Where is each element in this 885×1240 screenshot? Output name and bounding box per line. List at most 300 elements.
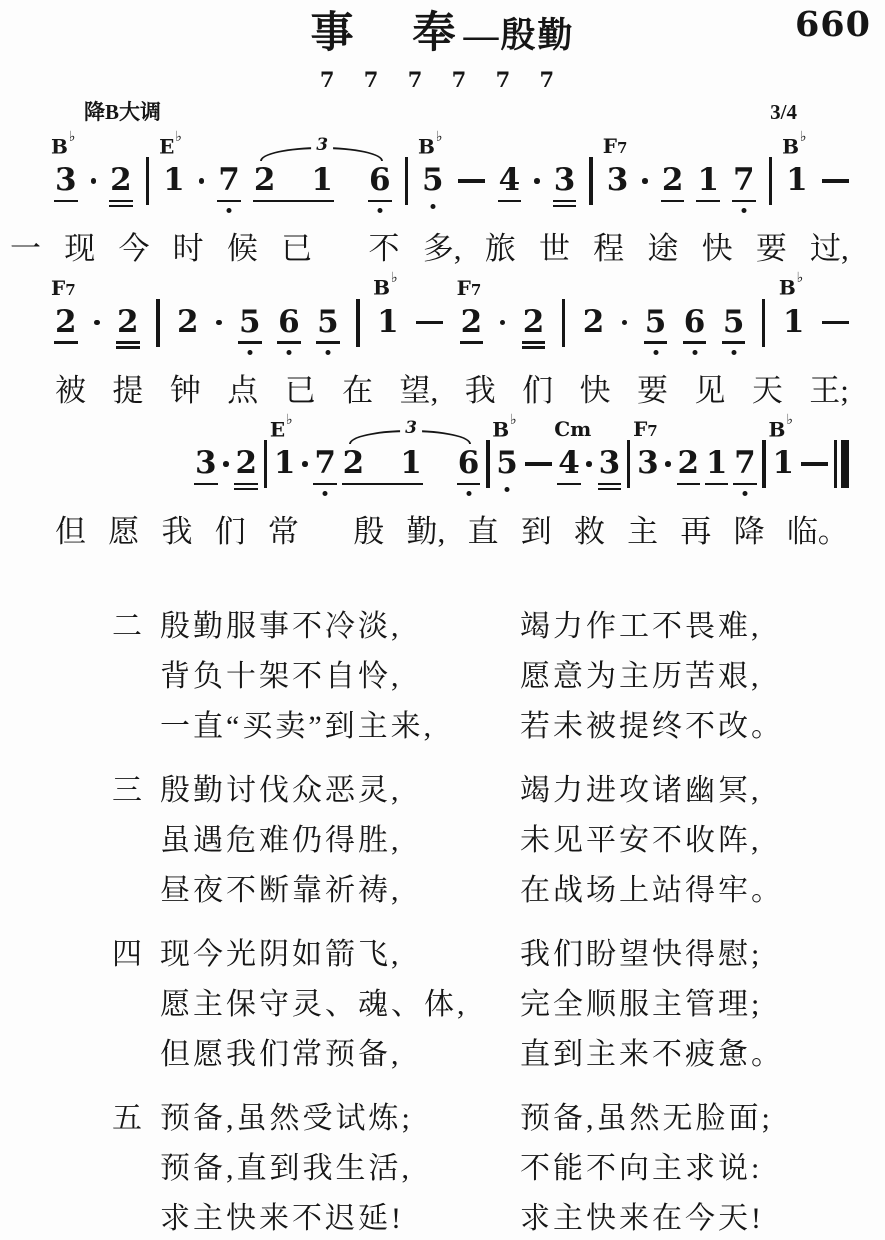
note-number: 4 [558,445,580,482]
hymn-number: 660 [794,4,871,45]
low-octave-dot [731,350,736,355]
lyric-char: 过, [810,231,849,267]
note-7 [733,163,755,197]
rhythm-dot-icon [665,461,671,467]
lyric-char: 时 [172,231,204,267]
note-number: 2 [661,162,684,199]
verse-right-line: 预备,虽然无脸面; [520,1102,773,1136]
note-number: 1 [772,445,795,482]
note-1 [311,163,333,197]
note-number: 1 [163,162,185,199]
note-1 [706,446,728,480]
rhythm-dot-icon [223,461,229,467]
flat-icon: ♭ [68,128,76,145]
title-row [0,0,885,55]
chord-label: B♭ [51,128,76,159]
underline-1 [522,341,546,344]
rhythm-dot-icon [622,320,628,326]
chord-label: Cm [554,417,592,442]
barline [486,440,490,488]
verse-row [112,762,855,812]
verse-left-line: 殷勤服事不冷淡, [160,610,402,644]
flat-icon: ♭ [796,270,804,287]
page-subtitle: —殷勤 [463,16,575,55]
music-line-2 [51,270,849,341]
lyric-char: 临。 [786,514,849,550]
underline-1 [460,341,484,344]
note-number: 2 [253,162,276,199]
underline-1 [644,341,668,344]
note-number: 7 [314,445,336,482]
lyric-char: 世 [538,231,570,267]
note-3 [195,446,217,480]
final-thin-line [834,440,837,488]
note-4 [554,417,592,482]
underline-1 [661,200,685,203]
lyric-char: 愿 [108,514,140,550]
flat-icon: ♭ [510,411,517,428]
note-number: 4 [498,162,521,199]
lyric-char: 多, [422,231,462,267]
underline-1 [722,341,746,344]
rhythm-dot-icon [500,320,506,326]
rhythm-dot-icon [91,178,97,184]
note-number: 1 [782,303,805,340]
verse-row [112,598,855,648]
note-3 [51,128,77,199]
lyric-char: 快 [701,231,733,267]
low-octave-dot [466,491,471,496]
chord-seventh: 7 [65,280,76,299]
note-number: 7 [733,162,755,199]
flat-icon: ♭ [391,270,398,287]
sustain-dash [822,321,849,325]
verse-left-line: 昼夜不断靠祈祷, [160,874,402,908]
chord-label: E♭ [159,128,183,159]
verse-left-line: 求主快来不迟延! [160,1202,404,1236]
barline [405,157,409,205]
chord-label: F7 [456,275,482,300]
sustain-dash [525,462,552,466]
note-number: 3 [195,445,217,482]
sustain-dash [416,321,443,325]
meter-numbers: 7 7 7 7 7 7 [319,67,566,92]
lyric-char: 钟 [169,372,201,408]
chord-label: B♭ [778,270,804,300]
note-3 [602,134,629,199]
sustain-dash [458,179,485,183]
underline-1 [194,483,218,486]
chord-label: B♭ [782,128,807,159]
flat-icon: ♭ [786,411,794,428]
chord-label: B♭ [768,411,794,442]
lyric-char: 提 [112,372,144,408]
note-6 [684,305,706,339]
lyric-line-1 [10,231,849,267]
underline-1 [677,483,701,486]
note-6 [278,305,300,339]
lyric-char: 要 [755,231,787,267]
note-2 [177,305,199,339]
chord-label: F7 [602,134,628,159]
note-number: 2 [582,303,605,340]
underline-1 [598,483,622,486]
note-2 [662,163,684,197]
low-octave-dot [653,350,658,355]
lyric-char: 候 [226,231,258,267]
sustain-dash [822,179,849,183]
note-number: 7 [218,162,240,199]
note-2 [254,163,276,197]
verse-right-line: 求主快来在今天! [520,1202,764,1236]
low-octave-dot [286,350,291,355]
lyric-char: 要 [636,372,668,408]
triplet-group [342,418,480,482]
verse-left-line: 预备,直到我生活, [160,1152,412,1186]
underline-1 [54,200,78,203]
underline-1 [109,200,133,203]
lyric-gap [335,231,345,267]
verse-left-line: 虽遇危难仍得胜, [160,824,402,858]
underline-1 [553,200,577,203]
verse-number: 四 [112,938,145,972]
note-2 [51,275,77,340]
note-number: 3 [553,162,576,199]
flat-icon: ♭ [435,128,443,145]
beamed-notes [254,163,333,197]
note-number: 1 [400,445,422,482]
triplet-number: 3 [311,137,333,154]
underline-2 [116,346,140,349]
lyric-char: 主 [627,514,659,550]
triplet-group [253,135,391,199]
lyric-char: 但 [55,514,86,550]
verses-section [112,598,855,1240]
note-number: 3 [55,162,77,199]
beam-underline [342,483,423,486]
note-3 [599,446,621,480]
lyric-char: 望, [399,372,439,408]
lyric-gap [321,514,331,550]
verse-row [112,1190,855,1240]
verse-right-line: 未见平安不收阵, [520,824,762,858]
underline-1 [116,341,140,344]
note-2 [117,305,139,339]
note-number: 3 [598,445,621,482]
lyric-char: 一 [10,231,41,267]
underline-1 [238,341,262,344]
note-1 [778,270,805,340]
note-number: 1 [311,162,333,199]
lyric-char: 降 [733,514,765,550]
note-number: 5 [722,303,745,340]
note-number: 6 [457,445,480,482]
music-line-3 [55,411,849,482]
underline-2 [598,488,622,491]
lyric-char: 我 [464,372,496,408]
low-octave-dot [430,204,435,209]
lyric-char: 殷 [353,514,385,550]
note-1 [269,411,296,482]
beamed-notes [343,446,422,480]
note-6 [458,446,480,480]
beam-underline [253,200,334,203]
note-number: 1 [786,162,808,199]
note-number: 1 [273,445,296,482]
underline-2 [553,205,577,208]
lyric-char: 救 [573,514,605,550]
verse-四 [112,926,855,1076]
underline-1 [732,200,756,203]
underline-1 [498,200,522,203]
note-2 [583,305,605,339]
barline [562,299,566,347]
lyric-char: 旅 [484,231,516,267]
verse-row [112,812,855,862]
low-octave-dot [741,208,746,213]
chord-seventh: 7 [647,422,658,441]
note-number: 1 [377,303,399,340]
note-number: 2 [235,445,258,482]
barline [762,440,766,488]
underline-2 [109,205,133,208]
note-number: 2 [177,303,199,340]
low-octave-dot [227,208,232,213]
note-2 [678,446,700,480]
rhythm-dot-icon [642,178,648,184]
verse-left-line: 殷勤讨伐众恶灵, [160,774,402,808]
verse-right-line: 在战场上站得牢。 [520,874,784,908]
verse-right-line: 竭力作工不畏难, [520,610,762,644]
note-2 [523,305,545,339]
verse-right-line: 竭力进攻诸幽冥, [520,774,762,808]
underline-1 [705,483,729,486]
low-octave-dot [692,350,697,355]
underline-2 [522,346,546,349]
verse-row [112,698,855,748]
note-5 [645,305,667,339]
lyric-char: 到 [520,514,552,550]
note-5 [492,411,518,482]
note-number: 5 [239,303,261,340]
flat-icon: ♭ [286,411,293,428]
rhythm-dot-icon [586,461,592,467]
music-line-1 [51,128,849,199]
barline [146,157,150,205]
lyric-char: 常 [267,514,299,550]
rhythm-dot-icon [94,320,100,326]
note-5 [723,305,745,339]
note-number: 2 [460,303,483,340]
time-signature: 3/4 [770,100,797,124]
note-1 [373,270,399,340]
note-number: 1 [705,445,728,482]
lyric-char: 见 [694,372,726,408]
verse-right-line: 若未被提终不改。 [520,710,784,744]
note-2 [456,275,483,340]
note-4 [499,163,521,197]
flat-icon: ♭ [800,128,807,145]
barline [769,157,773,205]
final-thick-line [841,440,849,488]
note-number: 5 [317,303,339,340]
verse-right-line: 我们盼望快得慰; [520,938,763,972]
note-number: 2 [522,303,545,340]
note-1 [697,163,719,197]
verse-五 [112,1090,855,1240]
note-number: 5 [644,303,667,340]
lyric-char: 我 [161,514,193,550]
underline-1 [368,200,392,203]
lyric-char: 王; [809,372,849,408]
note-number: 2 [677,445,700,482]
note-1 [159,128,185,199]
verse-right-line: 完全顺服主管理; [520,988,763,1022]
underline-1 [313,483,337,486]
underline-1 [683,341,707,344]
note-number: 2 [342,445,365,482]
note-number: 2 [55,303,77,340]
note-number: 5 [496,445,518,482]
lyric-char: 现 [64,231,96,267]
lyric-char: 今 [118,231,150,267]
rhythm-dot-icon [534,178,540,184]
note-1 [400,446,422,480]
verse-right-line: 愿意为主历苦艰, [520,660,762,694]
low-octave-dot [505,487,510,492]
verse-number: 三 [112,774,145,808]
verse-row [112,648,855,698]
note-number: 3 [637,445,659,482]
sustain-dash [801,462,828,466]
lyric-char: 勤, [406,514,446,550]
verse-三 [112,762,855,912]
chord-label: B♭ [418,128,443,159]
verse-row [112,926,855,976]
barline [356,299,360,347]
key-signature: 降B大调 [84,100,162,124]
note-2 [343,446,365,480]
note-number: 5 [422,162,444,199]
lyric-char: 快 [579,372,611,408]
note-5 [418,128,444,199]
note-number: 7 [734,445,756,482]
verse-row [112,976,855,1026]
triplet-number: 3 [400,420,422,437]
note-number: 6 [683,303,706,340]
note-2 [110,163,132,197]
note-2 [235,446,257,480]
verse-number: 五 [112,1102,145,1136]
lyric-char: 已 [284,372,316,408]
rhythm-dot-icon [216,320,222,326]
score-area [10,128,849,550]
barline [627,440,631,488]
note-number: 3 [606,162,629,199]
lyric-line-3 [55,514,849,550]
low-octave-dot [377,208,382,213]
low-octave-dot [742,491,747,496]
lyric-char: 们 [214,514,246,550]
chord-label: F7 [51,275,76,300]
underline-1 [54,341,78,344]
note-5 [239,305,261,339]
chord-seventh: 7 [616,139,628,158]
page-title: 事 奉 [310,10,464,57]
low-octave-dot [247,350,252,355]
lyric-line-2 [55,373,849,409]
lyric-char: 直 [467,514,499,550]
underline-1 [733,483,757,486]
barline [156,299,160,347]
barline [264,440,268,488]
verse-number: 二 [112,610,145,644]
key-time-row [84,100,797,125]
verse-left-line: 但愿我们常预备, [160,1038,402,1072]
verse-right-line: 直到主来不疲惫。 [520,1038,784,1072]
rhythm-dot-icon [199,178,205,184]
lyric-char: 点 [227,372,259,408]
underline-1 [696,200,720,203]
chord-seventh: 7 [470,280,482,299]
note-number: 6 [278,303,300,340]
note-1 [768,411,795,482]
note-number: 1 [697,162,720,199]
final-barline [834,440,849,488]
verse-left-line: 一直“买卖”到主来, [160,710,435,744]
low-octave-dot [323,491,328,496]
lyric-char: 再 [680,514,712,550]
lyric-char: 不 [368,231,400,267]
chord-label: E♭ [269,411,293,442]
underline-2 [234,488,258,491]
barline [589,157,593,205]
verse-row [112,1140,855,1190]
verse-left-line: 预备,虽然受试炼; [160,1102,413,1136]
note-7 [218,163,240,197]
low-octave-dot [325,350,330,355]
note-number: 6 [368,162,391,199]
verse-left-line: 背负十架不自怜, [160,660,402,694]
note-7 [734,446,756,480]
verse-row [112,1090,855,1140]
chord-label: B♭ [492,411,517,442]
lyric-char: 途 [647,231,679,267]
note-1 [782,128,808,199]
underline-1 [234,483,258,486]
lyric-char: 已 [281,231,313,267]
underline-1 [457,483,481,486]
verse-row [112,862,855,912]
verse-right-line: 不能不向主求说: [520,1152,763,1186]
verse-left-line: 愿主保守灵、魂、体, [160,988,468,1022]
rhythm-dot-icon [302,461,308,467]
underline-1 [217,200,241,203]
underline-1 [316,341,340,344]
note-3 [633,417,659,482]
verse-left-line: 现今光阴如箭飞, [160,938,402,972]
note-3 [554,163,576,197]
underline-1 [277,341,301,344]
lyric-char: 被 [55,372,86,408]
lyric-char: 们 [522,372,554,408]
lyric-char: 程 [593,231,625,267]
chord-label: F7 [633,417,658,442]
note-6 [369,163,391,197]
chord-label: B♭ [373,270,398,300]
verse-row [112,1026,855,1076]
note-5 [317,305,339,339]
